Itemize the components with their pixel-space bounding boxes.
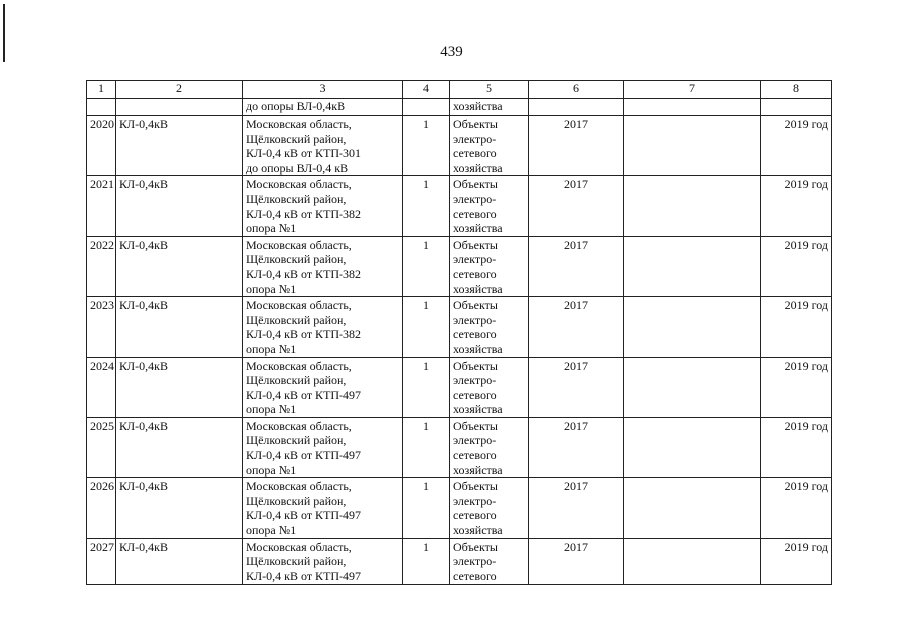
quantity: 1 [403, 297, 450, 357]
column-7-value [624, 99, 761, 116]
object-address [243, 478, 403, 538]
object-category-line: Объекты [453, 358, 498, 373]
object-address-line: Московская область, [246, 539, 352, 554]
date: 2019 год [761, 116, 832, 176]
object-category-line: электро- [453, 433, 497, 448]
object-category-line: электро- [453, 131, 497, 146]
table-row [87, 236, 832, 296]
object-category-line: сетевого [453, 327, 497, 342]
object-category-line: сетевого [453, 266, 497, 281]
object-address-line: КЛ-0,4 кВ от КТП-382 [246, 266, 362, 281]
column-header-2: 2 [116, 81, 243, 99]
row-number: 2022 [87, 236, 116, 296]
object-address-line: Щёлковский район, [246, 191, 347, 206]
object-category-line: Объекты [453, 237, 498, 252]
object-category-line: сетевого [453, 568, 497, 583]
object-category [450, 99, 529, 116]
object-category [450, 417, 529, 477]
object-address-line: Московская область, [246, 418, 352, 433]
object-category-line: хозяйства [453, 462, 503, 477]
header-row [87, 81, 832, 99]
object-address-line: Щёлковский район, [246, 252, 347, 267]
quantity: 1 [403, 116, 450, 176]
column-7-value [624, 236, 761, 296]
object-address [243, 99, 403, 116]
object-address-line: Московская область, [246, 479, 352, 494]
object-address-line: КЛ-0,4 кВ от КТП-497 [246, 508, 362, 523]
object-category-line: Объекты [453, 418, 498, 433]
object-category [450, 357, 529, 417]
object-address-line: Московская область, [246, 117, 352, 131]
object-category-line: электро- [453, 312, 497, 327]
object-category-line: электро- [453, 252, 497, 267]
quantity [403, 99, 450, 116]
object-category-line: электро- [453, 373, 497, 388]
object-category-line: Объекты [453, 298, 498, 313]
object-address-line: КЛ-0,4 кВ от КТП-301 [246, 146, 362, 161]
object-category-line: электро- [453, 191, 497, 206]
column-7-value [624, 116, 761, 176]
column-7-value [624, 417, 761, 477]
date: 2019 год [761, 176, 832, 236]
object-category-line: хозяйства [453, 160, 503, 175]
object-address-line: Щёлковский район, [246, 554, 347, 569]
column-header-6: 6 [529, 81, 624, 99]
object-category-line: Объекты [453, 479, 498, 494]
table-row [87, 297, 832, 357]
object-address-line: КЛ-0,4 кВ от КТП-497 [246, 448, 362, 463]
object-address-line: Московская область, [246, 358, 352, 373]
object-category-line: сетевого [453, 146, 497, 161]
object-name: КЛ-0,4кВ [116, 176, 243, 236]
object-address-line: КЛ-0,4 кВ от КТП-382 [246, 206, 362, 221]
object-category [450, 478, 529, 538]
table-row [87, 176, 832, 236]
row-number [87, 99, 116, 116]
object-address-line: опора №1 [246, 402, 297, 417]
object-address [243, 176, 403, 236]
object-address-line: Щёлковский район, [246, 493, 347, 508]
object-category-line: сетевого [453, 206, 497, 221]
quantity: 1 [403, 538, 450, 584]
year: 2017 [529, 538, 624, 584]
object-category-line: сетевого [453, 448, 497, 463]
object-category-line: хозяйства [453, 523, 503, 538]
object-address-line: Щёлковский район, [246, 373, 347, 388]
column-header-5: 5 [450, 81, 529, 99]
column-7-value [624, 176, 761, 236]
table-row [87, 417, 832, 477]
object-category-line: хозяйства [453, 402, 503, 417]
object-category [450, 297, 529, 357]
date [761, 99, 832, 116]
object-address-line: Щёлковский район, [246, 131, 347, 146]
table-body [87, 99, 832, 585]
column-header-8: 8 [761, 81, 832, 99]
object-address-line: КЛ-0,4 кВ от КТП-497 [246, 568, 362, 583]
object-name: КЛ-0,4кВ [116, 116, 243, 176]
table-row [87, 478, 832, 538]
column-7-value [624, 478, 761, 538]
row-number: 2020 [87, 116, 116, 176]
object-category-line: хозяйства [453, 99, 503, 113]
object-address-line: опора №1 [246, 281, 297, 296]
object-address [243, 357, 403, 417]
object-address-line: опора №1 [246, 221, 297, 236]
column-header-3: 3 [243, 81, 403, 99]
object-address [243, 417, 403, 477]
object-address-line: до опоры ВЛ-0,4 кВ [246, 160, 349, 175]
object-category-line: электро- [453, 554, 497, 569]
date: 2019 год [761, 297, 832, 357]
object-address-line: Щёлковский район, [246, 433, 347, 448]
table-row [87, 116, 832, 176]
object-address-line: Щёлковский район, [246, 312, 347, 327]
object-category [450, 116, 529, 176]
column-7-value [624, 297, 761, 357]
object-category [450, 538, 529, 584]
object-address-line: до опоры ВЛ-0,4кВ [246, 99, 346, 113]
column-header-4: 4 [403, 81, 450, 99]
object-address [243, 297, 403, 357]
column-header-1: 1 [87, 81, 116, 99]
table-row [87, 357, 832, 417]
object-category [450, 176, 529, 236]
object-category-line: сетевого [453, 387, 497, 402]
year: 2017 [529, 297, 624, 357]
object-address-line: КЛ-0,4 кВ от КТП-497 [246, 387, 362, 402]
object-category-line: Объекты [453, 177, 498, 192]
year: 2017 [529, 236, 624, 296]
object-address-line: опора №1 [246, 341, 297, 356]
year: 2017 [529, 478, 624, 538]
object-category-line: сетевого [453, 508, 497, 523]
quantity: 1 [403, 478, 450, 538]
year: 2017 [529, 116, 624, 176]
object-category-line: электро- [453, 493, 497, 508]
object-address [243, 538, 403, 584]
object-address-line: опора №1 [246, 462, 297, 477]
row-number: 2021 [87, 176, 116, 236]
object-address-line: Московская область, [246, 237, 352, 252]
object-name: КЛ-0,4кВ [116, 297, 243, 357]
object-category-line: Объекты [453, 117, 498, 131]
page-number: 439 [440, 44, 463, 60]
row-number: 2027 [87, 538, 116, 584]
object-address-line: Московская область, [246, 177, 352, 192]
object-address-line: Московская область, [246, 298, 352, 313]
column-7-value [624, 538, 761, 584]
date: 2019 год [761, 236, 832, 296]
row-number: 2023 [87, 297, 116, 357]
year: 2017 [529, 357, 624, 417]
object-address-line: опора №1 [246, 523, 297, 538]
object-name: КЛ-0,4кВ [116, 357, 243, 417]
object-name: КЛ-0,4кВ [116, 478, 243, 538]
object-category-line: Объекты [453, 539, 498, 554]
object-category [450, 236, 529, 296]
row-number: 2026 [87, 478, 116, 538]
object-name: КЛ-0,4кВ [116, 236, 243, 296]
object-name: КЛ-0,4кВ [116, 538, 243, 584]
year [529, 99, 624, 116]
row-number: 2025 [87, 417, 116, 477]
quantity: 1 [403, 357, 450, 417]
registry-table [86, 80, 832, 585]
year: 2017 [529, 176, 624, 236]
column-header-7: 7 [624, 81, 761, 99]
date: 2019 год [761, 417, 832, 477]
quantity: 1 [403, 417, 450, 477]
object-category-line: хозяйства [453, 281, 503, 296]
date: 2019 год [761, 538, 832, 584]
quantity: 1 [403, 236, 450, 296]
object-name [116, 99, 243, 116]
row-number: 2024 [87, 357, 116, 417]
object-name: КЛ-0,4кВ [116, 417, 243, 477]
object-category-line: хозяйства [453, 341, 503, 356]
table-row [87, 538, 832, 584]
object-address [243, 116, 403, 176]
column-7-value [624, 357, 761, 417]
object-address [243, 236, 403, 296]
object-address-line: КЛ-0,4 кВ от КТП-382 [246, 327, 362, 342]
year: 2017 [529, 417, 624, 477]
date: 2019 год [761, 357, 832, 417]
quantity: 1 [403, 176, 450, 236]
object-category-line: хозяйства [453, 221, 503, 236]
table-row [87, 99, 832, 116]
date: 2019 год [761, 478, 832, 538]
